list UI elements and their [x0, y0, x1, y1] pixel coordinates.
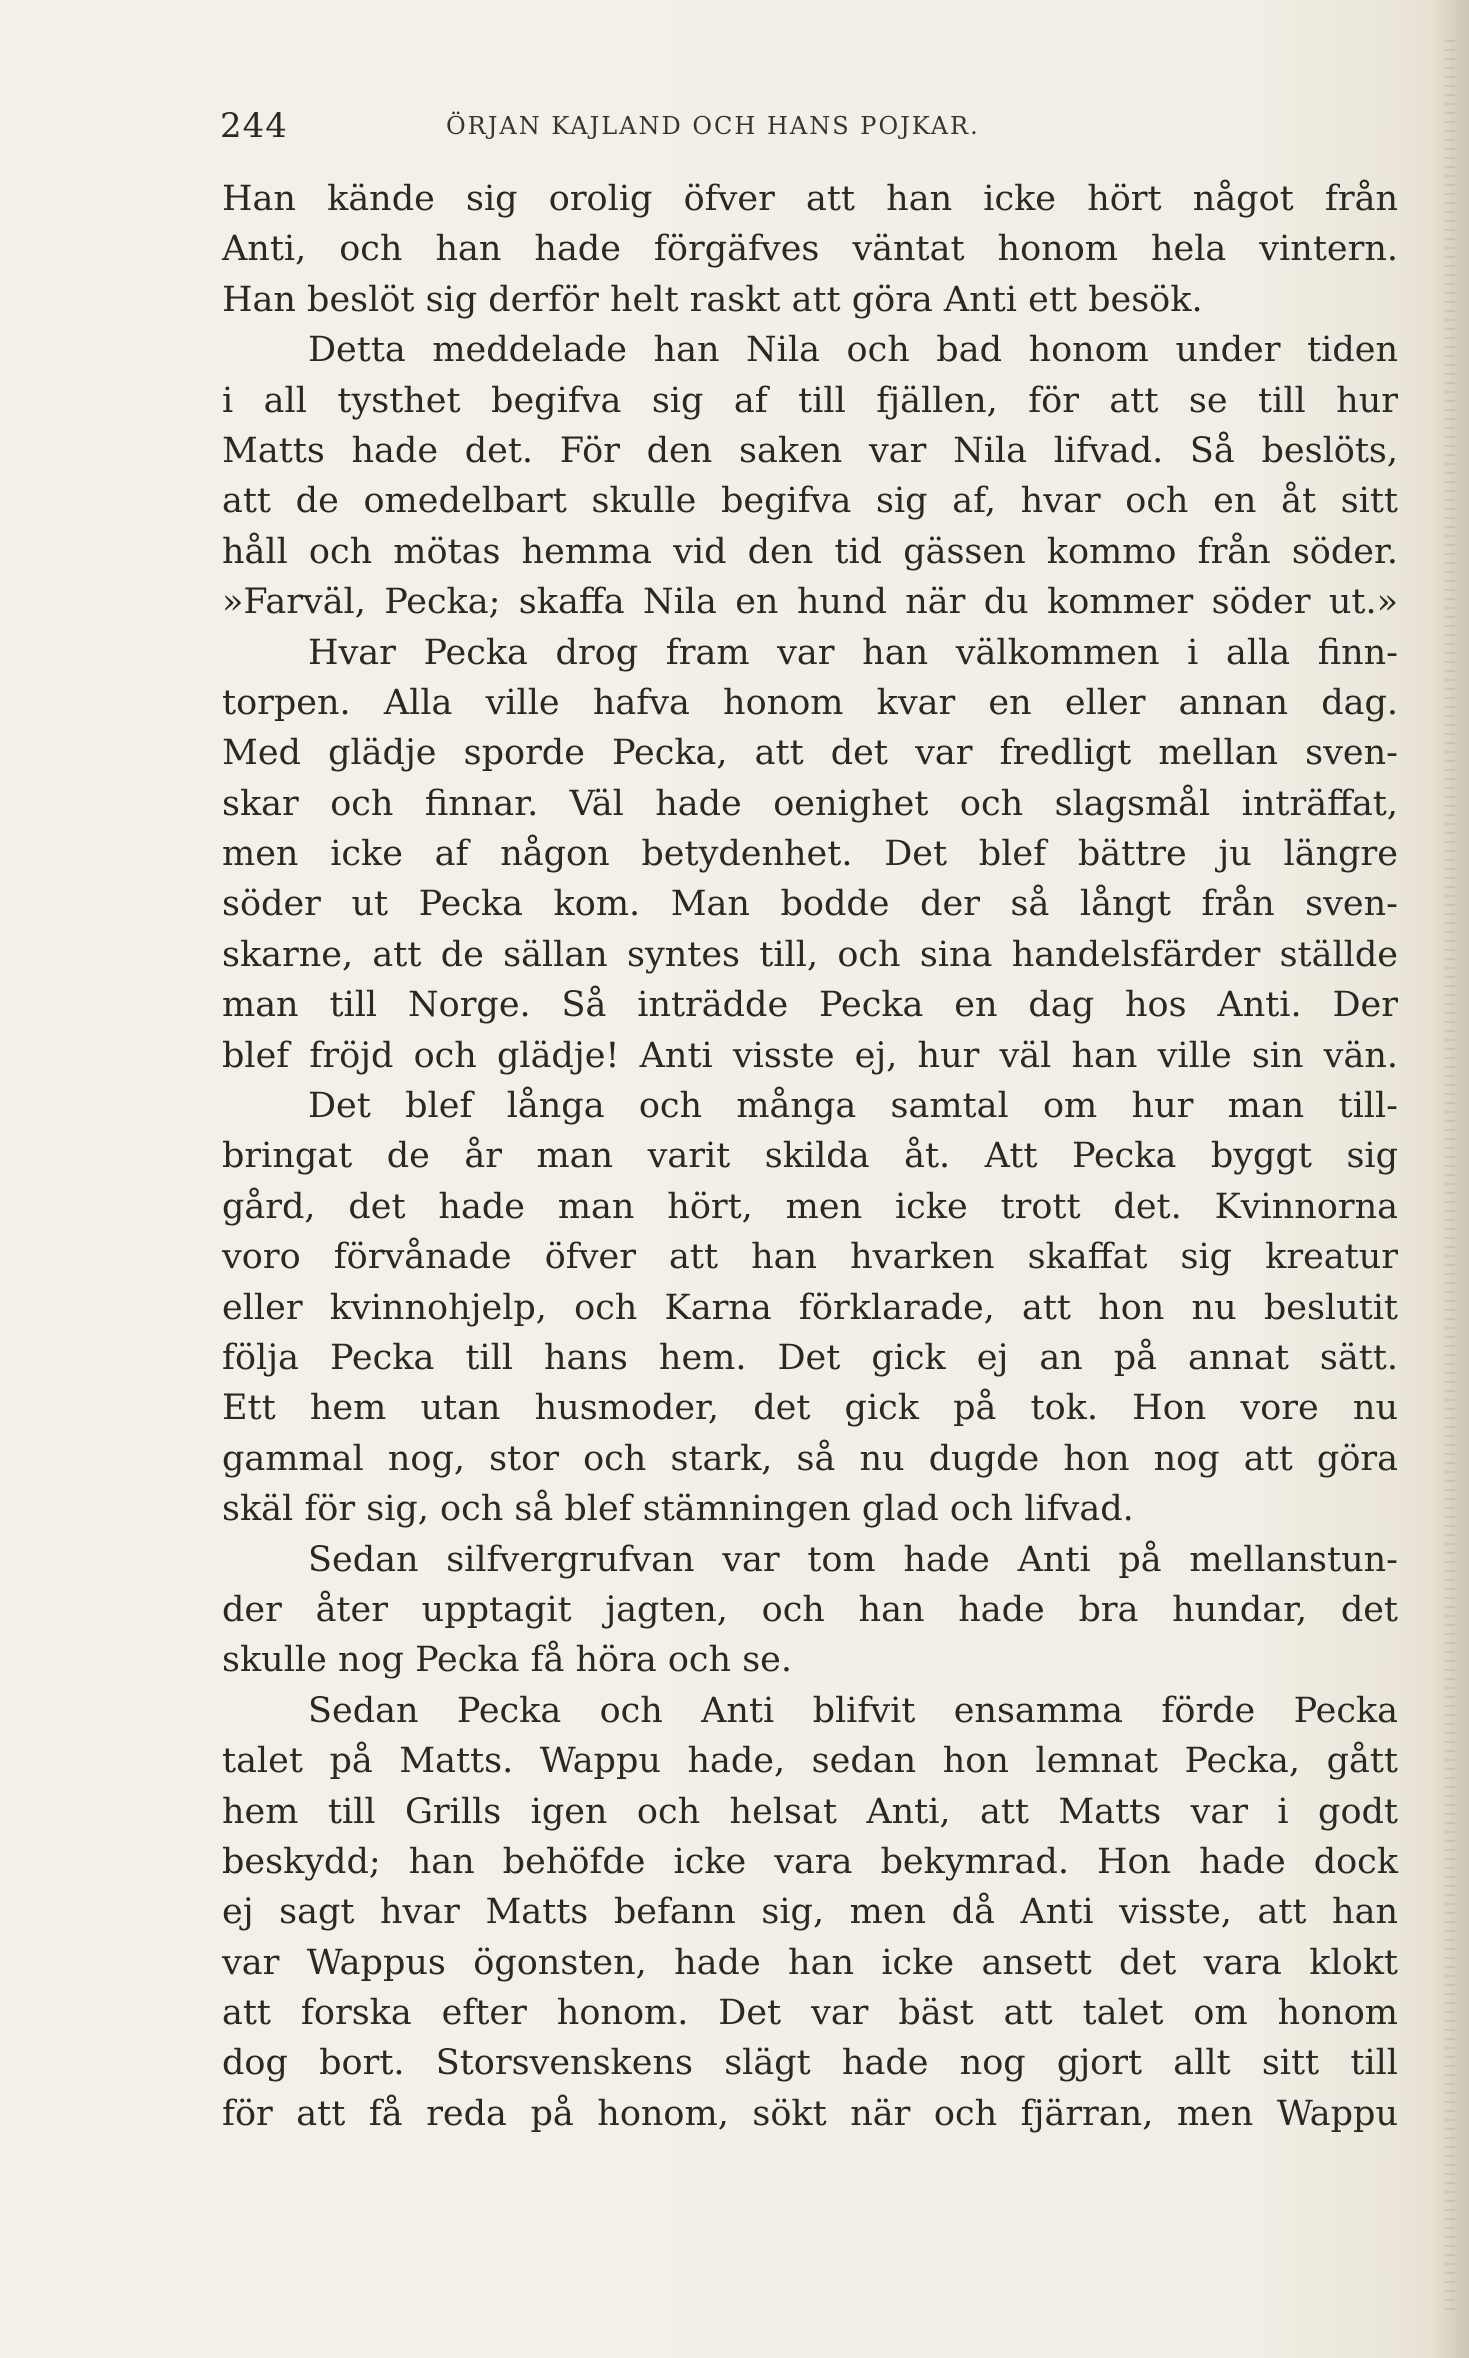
page-header	[220, 104, 1400, 148]
text-line: Det blef långa och många samtal om hur man till-	[308, 1086, 1398, 1127]
text-line: der åter upptagit jagten, och han hade bra hundar, det	[222, 1589, 1398, 1630]
text-line: Detta meddelade han Nila och bad honom under tiden	[308, 330, 1398, 371]
text-line: voro förvånade öfver att han hvarken skaffat sig kreatur	[222, 1237, 1398, 1278]
page-edge-lines	[1445, 40, 1455, 2310]
text-line: dog bort. Storsvenskens slägt hade nog gjort allt sitt till	[222, 2043, 1398, 2084]
text-line: beskydd; han behöfde icke vara bekymrad. Hon hade dock	[222, 1841, 1398, 1882]
text-line: att de omedelbart skulle begifva sig af, hvar och en åt sitt	[222, 481, 1398, 522]
text-line: Han beslöt sig derför helt raskt att göra Anti ett besök.	[222, 279, 1203, 320]
text-line: skäl för sig, och så blef stämningen glad och lifvad.	[222, 1489, 1134, 1530]
text-line: skar och finnar. Väl hade oenighet och slagsmål inträffat,	[222, 783, 1398, 824]
text-line: att forska efter honom. Det var bäst att talet om honom	[222, 1993, 1398, 2034]
text-line: följa Pecka till hans hem. Det gick ej an på annat sätt.	[222, 1337, 1398, 1378]
text-line: i all tysthet begifva sig af till fjällen, för att se till hur	[222, 380, 1398, 421]
text-line: Sedan Pecka och Anti blifvit ensamma förde Pecka	[308, 1690, 1398, 1731]
text-line: Matts hade det. För den saken var Nila lifvad. Så beslöts,	[222, 430, 1398, 471]
text-line: blef fröjd och glädje! Anti visste ej, hur väl han ville sin vän.	[222, 1035, 1398, 1076]
text-line: talet på Matts. Wappu hade, sedan hon lemnat Pecka, gått	[222, 1741, 1398, 1782]
running-head: ÖRJAN KAJLAND OCH HANS POJKAR.	[446, 112, 980, 140]
text-line: men icke af någon betydenhet. Det blef bättre ju längre	[222, 834, 1398, 875]
text-line: Han kände sig orolig öfver att han icke hört något från	[222, 179, 1398, 219]
text-line: Anti, och han hade förgäfves väntat honom hela vintern.	[222, 229, 1398, 270]
text-line: var Wappus ögonsten, hade han icke ansett det vara klokt	[222, 1942, 1398, 1983]
text-line: torpen. Alla ville hafva honom kvar en eller annan dag.	[222, 682, 1398, 723]
text-line: skulle nog Pecka få höra och se.	[222, 1640, 792, 1681]
text-line: Hvar Pecka drog fram var han välkommen i alla finn-	[308, 632, 1398, 673]
text-line: söder ut Pecka kom. Man bodde der så långt från sven-	[222, 884, 1398, 925]
text-line: Sedan silfvergrufvan var tom hade Anti på mellanstun-	[308, 1539, 1398, 1580]
text-line: Med glädje sporde Pecka, att det var fredligt mellan sven-	[222, 733, 1398, 774]
text-line: ej sagt hvar Matts befann sig, men då Anti visste, att han	[222, 1892, 1398, 1933]
text-line: skarne, att de sällan syntes till, och sina handelsfärder ställde	[222, 934, 1398, 975]
text-line: håll och mötas hemma vid den tid gässen kommo från söder.	[222, 531, 1398, 572]
text-line: man till Norge. Så inträdde Pecka en dag hos Anti. Der	[222, 985, 1398, 1026]
text-line: gård, det hade man hört, men icke trott det. Kvinnorna	[222, 1186, 1398, 1227]
page-number: 244	[220, 106, 288, 146]
text-line: Ett hem utan husmoder, det gick på tok. Hon vore nu	[222, 1388, 1398, 1429]
text-line: hem till Grills igen och helsat Anti, att Matts var i godt	[222, 1791, 1398, 1832]
text-line: »Farväl, Pecka; skaffa Nila en hund när du kommer söder ut.»	[222, 582, 1398, 623]
text-line: bringat de år man varit skilda åt. Att Pecka byggt sig	[222, 1136, 1398, 1177]
text-line: för att få reda på honom, sökt när och fjärran, men Wappu	[222, 2093, 1398, 2134]
page-edge-shadow	[1433, 0, 1469, 2358]
body-text	[222, 174, 1398, 2139]
text-line: gammal nog, stor och stark, så nu dugde hon nog att göra	[222, 1438, 1398, 1479]
text-line: eller kvinnohjelp, och Karna förklarade, att hon nu beslutit	[222, 1287, 1398, 1328]
